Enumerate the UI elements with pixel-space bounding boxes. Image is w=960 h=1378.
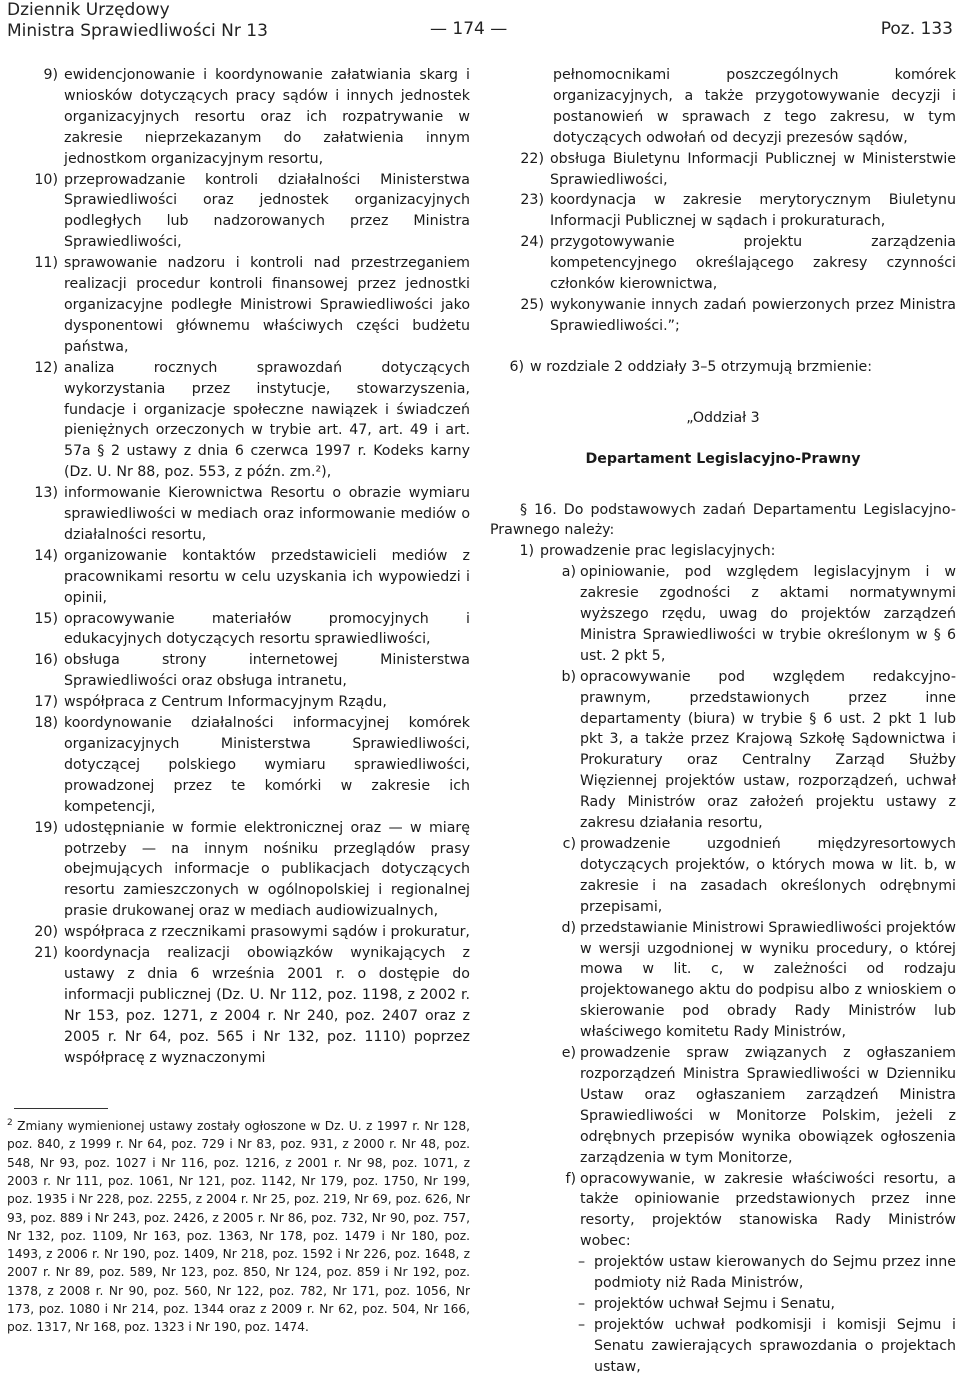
- list-item: 11) sprawowanie nadzoru i kontroli nad przestrzeganiem realizacji procedur kontroli finansowej przez jednostki organizacyjne podległe Ministrowi Sprawiedliwości jako dysponentowi głównemu właściwych części budżetu państwa,: [34, 255, 470, 355]
- dash-item: – projektów uchwał podkomisji i komisji Sejmu i Senatu zawierających sprawozdania o projektach ustaw,: [578, 1316, 956, 1375]
- position-number: Poz. 133: [880, 19, 953, 39]
- list-item: 1) prowadzenie prac legislacyjnych:: [519, 543, 776, 560]
- list-item: 13) informowanie Kierownictwa Resortu o obrazie wymiaru sprawiedliwości w mediach oraz informowanie mediów o działalności resortu,: [34, 485, 470, 543]
- list-item: 19) udostępnianie w formie elektronicznej oraz — w miarę potrzeby — na innym nośniku przeglądów prasy obejmujących informacje o publikacjach dotyczących resortu zamieszczonych w ogólnopolskiej i regionalnej prasie drukowanej oraz w mediach audiowizualnych,: [34, 819, 470, 920]
- sub-item: e) prowadzenie spraw związanych z ogłaszaniem rozporządzeń Ministra Sprawiedliwości w Dzienniku Ustaw oraz ogłaszaniem zarządzeń Ministra Sprawiedliwości w Monitorze Polskim, jeżeli z odrębnych przepisów wynika obowiązek ogłoszenia zarządzenia w tym Monitorze,: [561, 1045, 956, 1166]
- list-item: 24) przygotowywanie projektu zarządzenia kompetencyjnego określającego zakresy czynności członków kierownictwa,: [520, 234, 956, 293]
- publication-title: Dziennik Urzędowy: [7, 0, 170, 20]
- list-item: 16) obsługa strony internetowej Ministerstwa Sprawiedliwości oraz obsługa intranetu,: [34, 652, 470, 690]
- continuation-text: pełnomocnikami poszczególnych komórek organizacyjnych, a także przygotowywanie decyzji i postanowień w sprawach z tego zakresu, w tym dotyczących odwołań od decyzji prezesów sądów,: [553, 67, 956, 146]
- list-item: 15) opracowywanie materiałów promocyjnych i edukacyjnych dotyczących resortu sprawiedliwości,: [34, 610, 470, 648]
- list-item: 21) koordynacja realizacji obowiązków wynikających z ustawy z dnia 6 września 2001 r. o dostępie do informacji publicznej (Dz. U. Nr 112, poz. 1198, z 2002 r. Nr 153, poz. 1271, z 2004 r. Nr 240, poz. 2407 oraz z 2005 r. Nr 64, poz. 565 i Nr 132, poz. 1110) poprzez współpracę z wyznaczonymi: [34, 945, 470, 1066]
- list-item: 9) ewidencjonowanie i koordynowanie załatwiania skarg i wniosków dotyczących pracy sądów i innych jednostek organizacyjnych resortu oraz ich rozpatrywanie w zakresie nieprzekazanym do załatwienia innym jednostkom organizacyjnym resortu,: [43, 67, 470, 167]
- list-item: 23) koordynacja w zakresie merytorycznym Biuletynu Informacji Publicznej w sądach i prokuraturach,: [520, 192, 956, 230]
- sub-item: c) prowadzenie uzgodnień międzyresortowych dotyczących projektów, o których mowa w lit. b, w zakresie i na zasadach określonych odrębnymi przepisami,: [562, 836, 956, 915]
- list-item: 10) przeprowadzanie kontroli działalności Ministerstwa Sprawiedliwości oraz jednostek organizacyjnych podległych lub nadzorowanych przez Ministra Sprawiedliwości,: [34, 171, 470, 251]
- list-item: 22) obsługa Biuletynu Informacji Publicznej w Ministerstwie Sprawiedliwości,: [520, 150, 956, 188]
- list-item: 12) analiza rocznych sprawozdań dotyczących wykorzystania przez instytucje, stowarzyszenia, fundacje i organizacje społeczne nawiązek i świadczeń pieniężnych orzeczonych w trybie art. 47, art. 49 i art. 57a § 2 ustawy z dnia 6 czerwca 1997 r. Kodeks karny (Dz. U. Nr 88, poz. 553, z późn. zm.²),: [34, 359, 470, 481]
- list-item: 14) organizowanie kontaktów przedstawicieli mediów z pracownikami resortu w celu uzyskania ich wypowiedzi i opinii,: [34, 547, 470, 606]
- sub-item: a) opiniowanie, pod względem legislacyjnym i w zakresie zgodności z aktami normatywnymi wyższego rzędu, uwag do projektów zarządzeń Ministra Sprawiedliwości w trybie określonym w § 6 ust. 2 pkt 5,: [561, 564, 956, 664]
- header-publication: [7, 0, 268, 42]
- sub-item: f) opracowywanie, w zakresie właściwości resortu, a także opiniowanie przedstawionych przez inne resorty, projektów stanowiska Rady Ministrów wobec:: [565, 1170, 956, 1250]
- list-item: 25) wykonywanie innych zadań powierzonych przez Ministra Sprawiedliwości.”;: [520, 296, 956, 334]
- sub-item: b) opracowywanie pod względem redakcyjno-prawnym, przedstawionych przez inne departamenty (biura) w trybie § 6 ust. 2 pkt 1 lub pkt 3, a także przez Krajową Szkołę Sądownictwa i Prokuratury oraz Centralny Zarząd Służby Więziennej projektów ustaw, rozporządzeń, uchwał Rady Ministrów oraz założeń projektu ustawy z zakresu działania resortu,: [561, 668, 956, 832]
- list-item: 18) koordynowanie działalności informacyjnej komórek organizacyjnych Ministerstwa Sprawiedliwości, dotyczącej polskiego wymiaru sprawiedliwości, prowadzonej przez te komórki w zakresie ich kompetencji,: [34, 715, 470, 815]
- ministry-issue: Ministra Sprawiedliwości Nr 13: [7, 21, 268, 41]
- page-number: — 174 —: [430, 19, 508, 39]
- sub-item: d) przedstawianie Ministrowi Sprawiedliwości projektów w wersji uzgodnionej w wyniku procedury, o której mowa w lit. c, w zależności od rodzaju projektowanego aktu do podpisu albo z wnioskiem o skierowanie pod obrady Rady Ministrów lub właściwego komitetu Rady Ministrów,: [561, 919, 956, 1041]
- footnote-mark: 2: [7, 1118, 13, 1128]
- paragraph-16: § 16. Do podstawowych zadań Departamentu Legislacyjno-Prawnego należy:: [490, 501, 956, 539]
- dash-item: – projektów uchwał Sejmu i Senatu,: [578, 1295, 836, 1312]
- dash-item: – projektów ustaw kierowanych do Sejmu przez inne podmioty niż Rada Ministrów,: [578, 1254, 956, 1292]
- amendment-point: 6) w rozdziale 2 oddziały 3–5 otrzymują brzmienie:: [509, 358, 873, 375]
- right-column: [490, 65, 956, 1378]
- footnote-text: Zmiany wymienionej ustawy zostały ogłoszone w Dz. U. z 1997 r. Nr 128, poz. 840, z 1999 r. Nr 64, poz. 729 i Nr 83, poz. 931, z 2000 r. Nr 48, poz. 548, Nr 93, poz. 1027 i Nr 116, poz. 1216, z 2001 r. Nr 98, poz. 1071, z 2003 r. Nr 111, poz. 1061, Nr 121, poz. 1142, Nr 179, poz. 1750, Nr 199, poz. 1935 i Nr 228, poz. 2255, z 2004 r. Nr 25, poz. 219, Nr 69, poz. 626, Nr 93, poz. 889 i Nr 243, poz. 2426, z 2005 r. Nr 86, poz. 732, Nr 90, poz. 757, Nr 132, poz. 1109, Nr 163, poz. 1363, Nr 178, poz. 1479 i Nr 180, poz. 1493, z 2006 r. Nr 190, poz. 1409, Nr 218, poz. 1592 i Nr 226, poz. 1648, z 2007 r. Nr 89, poz. 589, Nr 123, poz. 850, Nr 124, poz. 859 i Nr 192, poz. 1378, z 2008 r. Nr 90, poz. 560, Nr 122, poz. 782, Nr 171, poz. 1056, Nr 173, poz. 1080 i Nr 214, poz. 1344 oraz z 2009 r. Nr 62, poz. 504, Nr 166, poz. 1317, Nr 168, poz. 1323 i Nr 190, poz. 1474.: [7, 1119, 471, 1335]
- list-item: 17) współpraca z Centrum Informacyjnym Rządu,: [34, 694, 387, 711]
- footnote-divider: [14, 1108, 108, 1109]
- section-title: „Oddział 3: [686, 409, 760, 426]
- left-column: [14, 65, 470, 1069]
- list-item: 20) współpraca z rzecznikami prasowymi sądów i prokuratur,: [34, 924, 470, 941]
- department-title: Departament Legislacyjno-Prawny: [585, 450, 861, 467]
- footnote: [7, 1114, 470, 1337]
